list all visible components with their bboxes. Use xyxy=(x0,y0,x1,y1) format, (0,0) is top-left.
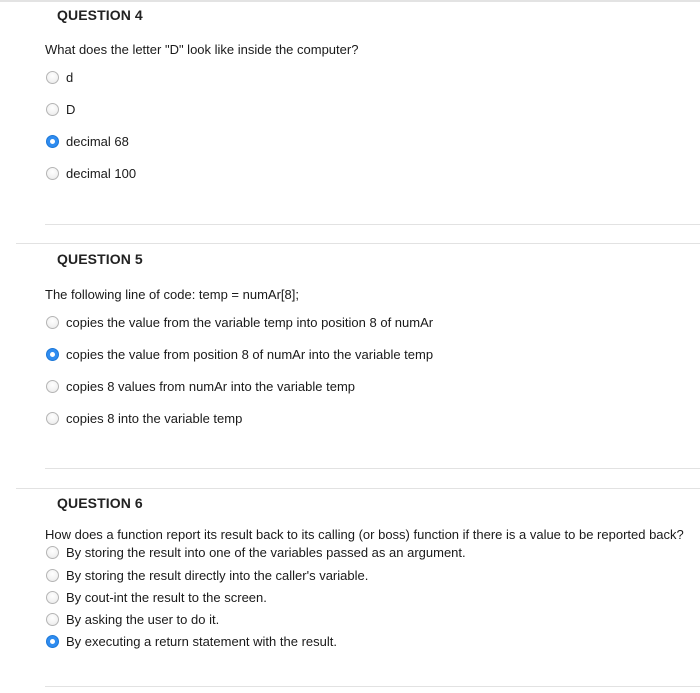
question-prompt: What does the letter "D" look like inside the computer? xyxy=(45,42,359,57)
radio-button[interactable] xyxy=(46,316,59,329)
radio-button[interactable] xyxy=(46,591,59,604)
answer-label: By asking the user to do it. xyxy=(66,611,220,627)
radio-button[interactable] xyxy=(46,613,59,626)
answer-option[interactable] xyxy=(46,543,466,561)
answer-option[interactable] xyxy=(46,409,242,427)
radio-button[interactable] xyxy=(46,569,59,582)
question-header: QUESTION 5 xyxy=(57,251,143,267)
radio-button-checked[interactable] xyxy=(46,635,59,648)
answer-option[interactable] xyxy=(46,313,433,331)
radio-button[interactable] xyxy=(46,380,59,393)
question-header: QUESTION 6 xyxy=(57,495,143,511)
answer-option[interactable] xyxy=(46,588,267,606)
radio-button[interactable] xyxy=(46,167,59,180)
radio-button-checked[interactable] xyxy=(46,348,59,361)
answer-option-selected[interactable] xyxy=(46,632,337,650)
radio-button[interactable] xyxy=(46,546,59,559)
answer-option-selected[interactable] xyxy=(46,345,433,363)
answer-label: copies the value from position 8 of numAr into the variable temp xyxy=(66,346,434,362)
radio-button-checked[interactable] xyxy=(46,135,59,148)
answer-label: By cout-int the result to the screen. xyxy=(66,589,267,605)
radio-button[interactable] xyxy=(46,103,59,116)
answer-label: d xyxy=(66,69,74,85)
top-divider xyxy=(0,0,700,2)
answer-option[interactable] xyxy=(46,100,75,118)
answer-option[interactable] xyxy=(46,68,73,86)
answer-label: By executing a return statement with the result. xyxy=(66,633,337,649)
answer-option[interactable] xyxy=(46,377,355,395)
radio-button[interactable] xyxy=(46,71,59,84)
answer-option[interactable] xyxy=(46,610,219,628)
answer-label: copies the value from the variable temp into position 8 of numAr xyxy=(66,314,434,330)
answer-label: D xyxy=(66,101,76,117)
answer-label: By storing the result into one of the variables passed as an argument. xyxy=(66,544,466,560)
answer-option[interactable] xyxy=(46,566,368,584)
answer-label: decimal 100 xyxy=(66,165,137,181)
question-prompt: How does a function report its result back to its calling (or boss) function if there is a value to be reported back? xyxy=(45,527,684,542)
answer-label: decimal 68 xyxy=(66,133,129,149)
question-divider xyxy=(45,468,700,469)
radio-button[interactable] xyxy=(46,412,59,425)
question-divider xyxy=(45,686,700,687)
section-divider xyxy=(16,488,700,489)
answer-option[interactable] xyxy=(46,164,136,182)
answer-label: copies 8 into the variable temp xyxy=(66,410,243,426)
section-divider xyxy=(16,243,700,244)
question-divider xyxy=(45,224,700,225)
question-header: QUESTION 4 xyxy=(57,7,143,23)
answer-label: copies 8 values from numAr into the variable temp xyxy=(66,378,356,394)
answer-option-selected[interactable] xyxy=(46,132,129,150)
answer-label: By storing the result directly into the caller's variable. xyxy=(66,567,369,583)
question-prompt: The following line of code: temp = numAr[8]; xyxy=(45,287,299,302)
